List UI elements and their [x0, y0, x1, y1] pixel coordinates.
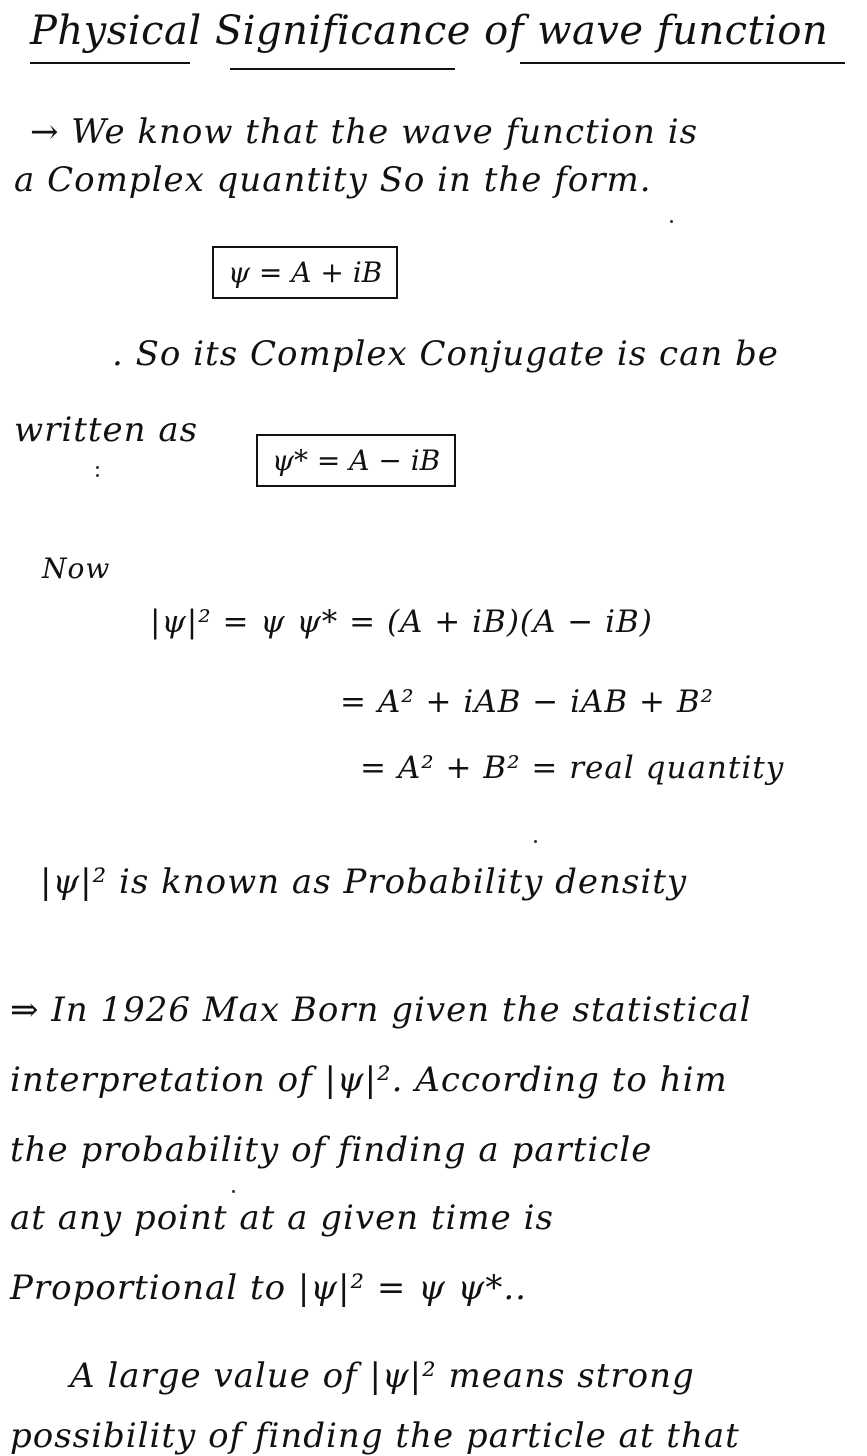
equation-box: ψ = A + iB	[212, 246, 398, 299]
text-line: possibility of finding the particle at that	[10, 1416, 740, 1456]
title-underline	[230, 68, 455, 70]
text-line: ⇒ In 1926 Max Born given the statistical	[10, 990, 752, 1030]
title-underline	[520, 62, 845, 64]
text-line: A large value of |ψ|² means strong	[70, 1356, 695, 1396]
equation-line: = A² + iAB − iAB + B²	[340, 684, 715, 720]
ink-dot	[96, 474, 99, 477]
text-line: |ψ|² is known as Probability density	[40, 862, 688, 902]
text-line: Now	[42, 552, 111, 585]
text-line: a Complex quantity So in the form.	[14, 160, 652, 200]
page-title: Physical Significance of wave function	[30, 8, 829, 54]
ink-dot	[534, 840, 537, 843]
text-line: the probability of finding a particle	[10, 1130, 653, 1170]
text-line: . So its Complex Conjugate is can be	[112, 334, 779, 374]
ink-dot	[670, 220, 673, 223]
text-line: Proportional to |ψ|² = ψ ψ*..	[10, 1268, 527, 1308]
equation-box: ψ* = A − iB	[256, 434, 456, 487]
title-underline	[30, 62, 190, 64]
equation-line: = A² + B² = real quantity	[360, 750, 785, 786]
ink-dot	[96, 466, 99, 469]
text-line: written as	[14, 410, 199, 450]
text-line: interpretation of |ψ|². According to him	[10, 1060, 728, 1100]
ink-dot	[232, 1190, 235, 1193]
text-line: → We know that the wave function is	[30, 112, 699, 152]
text-line: at any point at a given time is	[10, 1198, 554, 1238]
equation-line: |ψ|² = ψ ψ* = (A + iB)(A − iB)	[150, 604, 653, 640]
